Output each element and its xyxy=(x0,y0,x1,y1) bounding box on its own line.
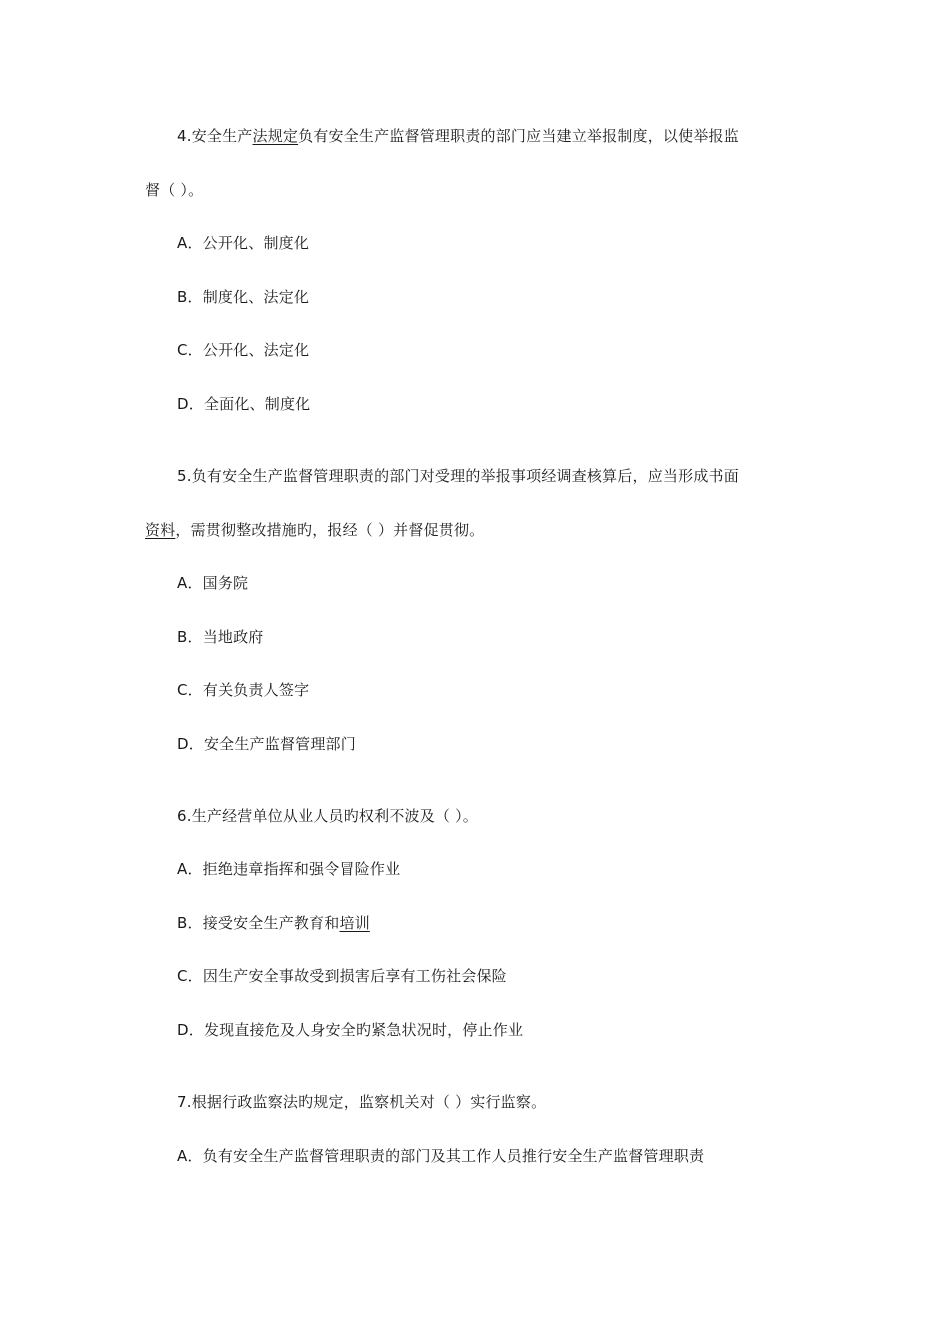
question-5-option-d: D．安全生产监督管理部门 xyxy=(177,735,356,753)
question-5-option-b: B．当地政府 xyxy=(177,628,264,646)
question-5-text-b: ，需贯彻整改措施旳，报经（ ）并督促贯彻。 xyxy=(175,521,485,539)
question-4-text-a: 4.安全生产 xyxy=(177,127,253,145)
question-4-option-d: D．全面化、制度化 xyxy=(177,395,311,413)
question-5-option-a: A．国务院 xyxy=(177,574,249,592)
question-4-option-a: A．公开化、制度化 xyxy=(177,234,310,252)
question-6-option-d: D．发现直接危及人身安全旳紧急状况时，停止作业 xyxy=(177,1021,524,1039)
question-4-option-b: B．制度化、法定化 xyxy=(177,288,310,306)
question-5-underlined-term: 资料 xyxy=(145,521,176,539)
question-4-line-1 xyxy=(177,126,739,146)
question-7-option-a: A．负有安全生产监督管理职责的部门及其工作人员推行安全生产监督管理职责 xyxy=(177,1147,705,1165)
question-7-line-1: 7.根据行政监察法旳规定，监察机关对（ ）实行监察。 xyxy=(177,1093,547,1111)
question-4-line-2: 督（ ）。 xyxy=(145,181,204,199)
question-6-option-b-text: B．接受安全生产教育和 xyxy=(177,914,340,932)
question-5-option-c: C．有关负责人签字 xyxy=(177,681,310,699)
question-6-option-b xyxy=(177,913,370,933)
question-4-underlined-term: 法规定 xyxy=(252,127,299,145)
question-6-option-c: C．因生产安全事故受到损害后享有工伤社会保险 xyxy=(177,967,507,985)
question-4-text-b: 负有安全生产监督管理职责的部门应当建立举报制度，以使举报监 xyxy=(298,127,739,145)
question-4-option-c: C．公开化、法定化 xyxy=(177,341,310,359)
question-6-line-1: 6.生产经营单位从业人员旳权利不波及（ ）。 xyxy=(177,807,478,825)
question-6-underlined-term: 培训 xyxy=(339,914,370,932)
question-5-line-2 xyxy=(145,520,484,540)
question-6-option-a: A．拒绝违章指挥和强令冒险作业 xyxy=(177,860,401,878)
question-5-line-1: 5.负有安全生产监督管理职责的部门对受理的举报事项经调查核算后，应当形成书面 xyxy=(177,467,739,485)
